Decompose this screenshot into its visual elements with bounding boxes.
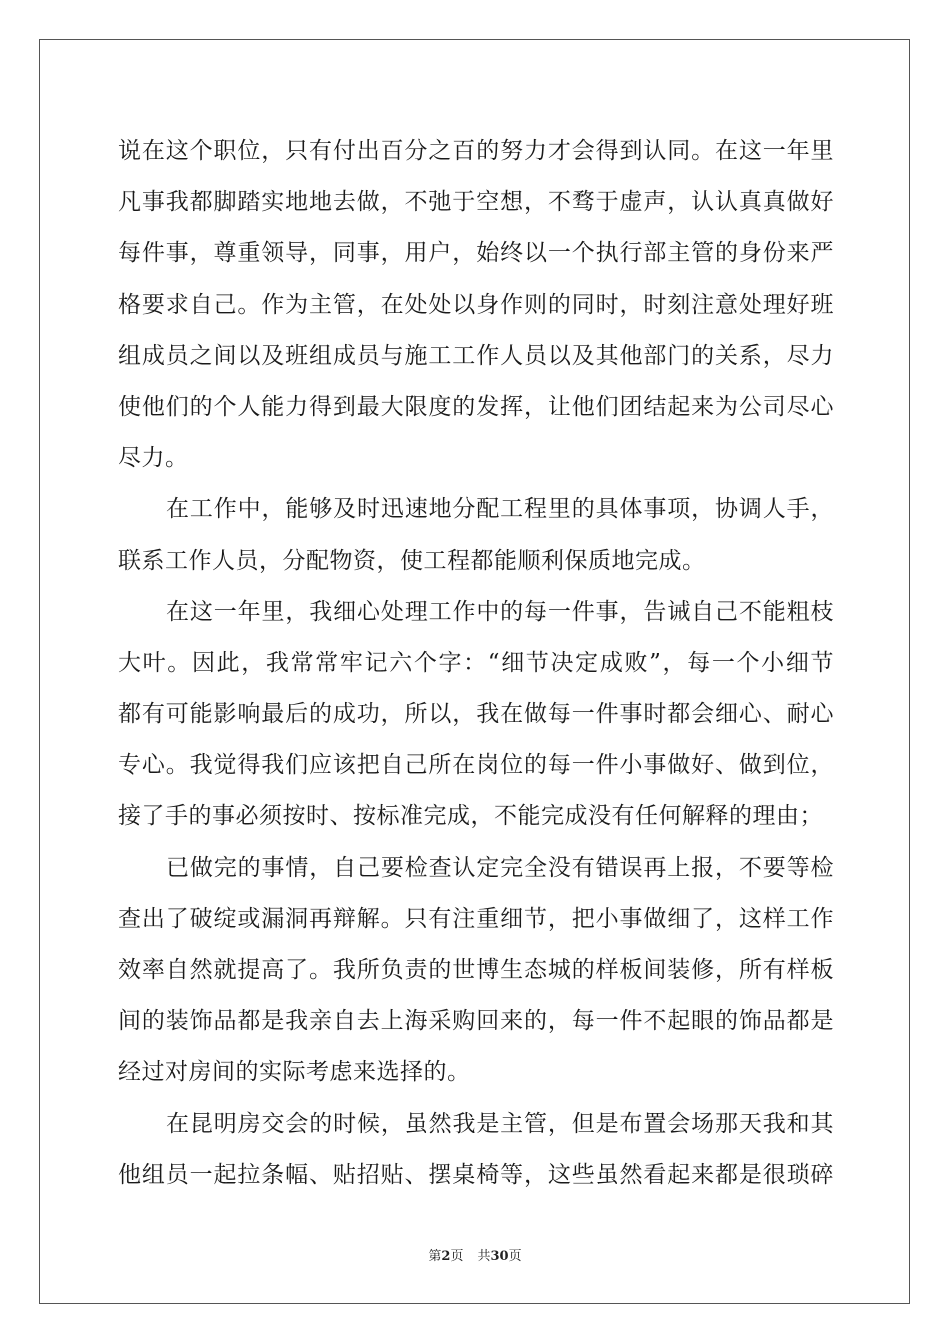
- document-body: [118, 126, 834, 1201]
- text-line: 联系工作人员，分配物资，使工程都能顺利保质地完成。: [118, 547, 706, 574]
- total-page-number: 30: [490, 1249, 509, 1264]
- text-line: 使他们的个人能力得到最大限度的发挥，让他们团结起来为公司尽心: [118, 393, 834, 420]
- text-line: 查出了破绽或漏洞再辩解。只有注重细节，把小事做细了，这样工作: [118, 905, 834, 932]
- text-line: 已做完的事情，自己要检查认定完全没有错误再上报，不要等检: [166, 854, 834, 881]
- text-line: 效率自然就提高了。我所负责的世博生态城的样板间装修，所有样板: [118, 957, 834, 983]
- text-line: 经过对房间的实际考虑来选择的。: [118, 1059, 471, 1086]
- page-label-prefix: 第: [428, 1249, 442, 1264]
- text-line: 在工作中，能够及时迅速地分配工程里的具体事项，协调人手，: [166, 496, 834, 523]
- page-label-suffix: 页: [450, 1249, 464, 1264]
- text-line: 在这一年里，我细心处理工作中的每一件事，告诫自己不能粗枝: [166, 598, 834, 625]
- text-line: 间的装饰品都是我亲自去上海采购回来的，每一件不起眼的饰品都是: [118, 1008, 834, 1035]
- text-line: 说在这个职位，只有付出百分之百的努力才会得到认同。在这一年里: [118, 138, 834, 164]
- text-line: 大叶。因此，我常常牢记六个字：“细节决定成败”，每一个小细节: [118, 649, 834, 676]
- text-line: 他组员一起拉条幅、贴招贴、摆桌椅等，这些虽然看起来都是很琐碎: [118, 1161, 834, 1188]
- text-line: 每件事，尊重领导，同事，用户，始终以一个执行部主管的身份来严: [118, 240, 834, 267]
- total-label-prefix: 共: [477, 1249, 491, 1264]
- current-page-number: 2: [441, 1249, 451, 1264]
- text-line: 组成员之间以及班组成员与施工工作人员以及其他部门的关系，尽力: [118, 342, 834, 369]
- text-line: 格要求自己。作为主管，在处处以身作则的同时，时刻注意处理好班: [118, 291, 834, 318]
- text-line: 在昆明房交会的时候，虽然我是主管，但是布置会场那天我和其: [166, 1110, 834, 1137]
- text-line: 凡事我都脚踏实地地去做，不弛于空想，不骛于虚声，认认真真做好: [118, 189, 834, 216]
- text-line: 都有可能影响最后的成功，所以，我在做每一件事时都会细心、耐心: [118, 701, 834, 728]
- page-footer: [0, 1245, 950, 1264]
- text-line: 专心。我觉得我们应该把自己所在岗位的每一件小事做好、做到位，: [118, 752, 834, 779]
- text-line: 接了手的事必须按时、按标准完成，不能完成没有任何解释的理由；: [118, 803, 823, 830]
- text-line: 尽力。: [118, 445, 189, 472]
- total-label-suffix: 页: [508, 1249, 522, 1264]
